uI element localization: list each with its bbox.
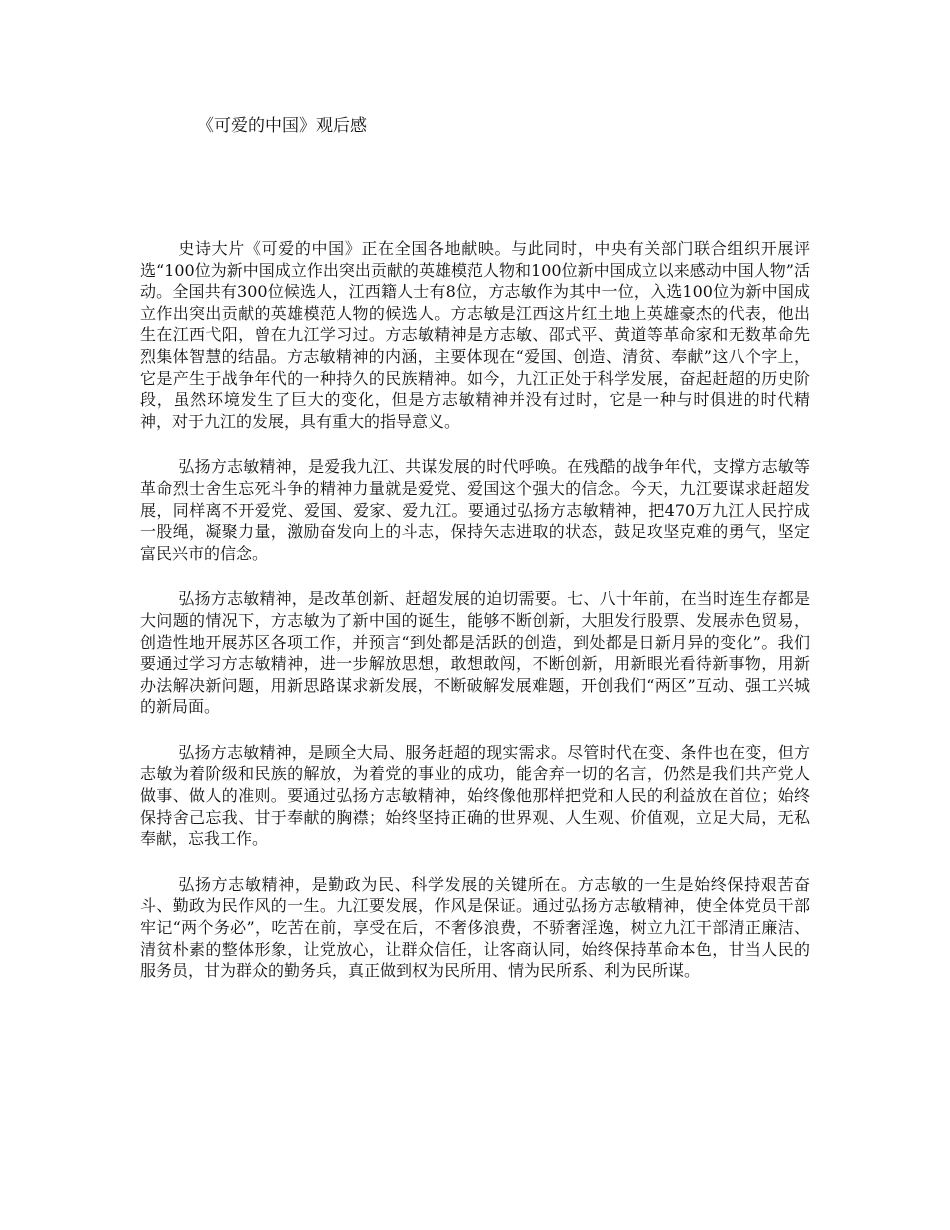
paragraph-era-call: 弘扬方志敏精神，是爱我九江、共谋发展的时代呼唤。在残酷的战争年代，支撑方志敏等革命烈士舍生忘死斗争的精神力量就是爱党、爱国这个强大的信念。今天，九江要谋求赶超发展，同样离不开爱党、爱国、爱家、爱九江。要通过弘扬方志敏精神，把470万九江人民拧成一股绳，凝聚力量，激励奋发向上的斗志，保持矢志进取的状态，鼓足攻坚克难的勇气，坚定富民兴市的信念。 <box>140 457 810 563</box>
paragraph-overall-situation: 弘扬方志敏精神，是顾全大局、服务赶超的现实需求。尽管时代在变、条件也在变，但方志敏为着阶级和民族的解放，为着党的事业的成功，能舍弃一切的名言，仍然是我们共产党人做事、做人的准则。要通过弘扬方志敏精神，始终像他那样把党和人民的利益放在首位；始终保持舍己忘我、甘于奉献的胸襟；始终坚持正确的世界观、人生观、价值观，立足大局，无私奉献，忘我工作。 <box>140 742 810 849</box>
paragraph-reform-innovation: 弘扬方志敏精神，是改革创新、赶超发展的迫切需要。七、八十年前，在当时连生存都是大问题的情况下，方志敏为了新中国的诞生，能够不断创新，大胆发行股票、发展赤色贸易，创造性地开展苏区各项工作，并预言“到处都是活跃的创造，到处都是日新月异的变化”。我们要通过学习方志敏精神，进一步解放思想，敢想敢闯，不断创新，用新眼光看待新事物，用新办法解决新问题，用新思路谋求新发展，不断破解发展难题，开创我们“两区”互动、强工兴城的新局面。 <box>140 589 810 717</box>
paragraph-intro: 史诗大片《可爱的中国》正在全国各地献映。与此同时，中央有关部门联合组织开展评选“100位为新中国成立作出突出贡献的英雄模范人物和100位新中国成立以来感动中国人物”活动。全国共有300位候选人，江西籍人士有8位，方志敏作为其中一位，入选100位为新中国成立作出突出贡献的英雄模范人物的候选人。方志敏是江西这片红土地上英雄豪杰的代表，他出生在江西弋阳，曾在九江学习过。方志敏精神是方志敏、邵式平、黄道等革命家和无数革命先烈集体智慧的结晶。方志敏精神的内涵，主要体现在“爱国、创造、清贫、奉献”这八个字上，它是产生于战争年代的一种持久的民族精神。如今，九江正处于科学发展，奋起赶超的历史阶段，虽然环境发生了巨大的变化，但是方志敏精神并没有过时，它是一种与时俱进的时代精神，对于九江的发展，具有重大的指导意义。 <box>140 239 810 431</box>
paragraph-diligent-governance: 弘扬方志敏精神，是勤政为民、科学发展的关键所在。方志敏的一生是始终保持艰苦奋斗、勤政为民作风的一生。九江要发展，作风是保证。通过弘扬方志敏精神，使全体党员干部牢记“两个务必”，吃苦在前，享受在后，不奢侈浪费，不骄奢淫逸，树立九江干部清正廉洁、清贫朴素的整体形象，让党放心，让群众信任，让客商认同，始终保持革命本色，甘当人民的服务员，甘为群众的勤务兵，真正做到权为民所用、情为民所系、利为民所谋。 <box>140 874 810 981</box>
document-body <box>140 238 810 1006</box>
document-title: 《可爱的中国》观后感 <box>197 116 367 136</box>
